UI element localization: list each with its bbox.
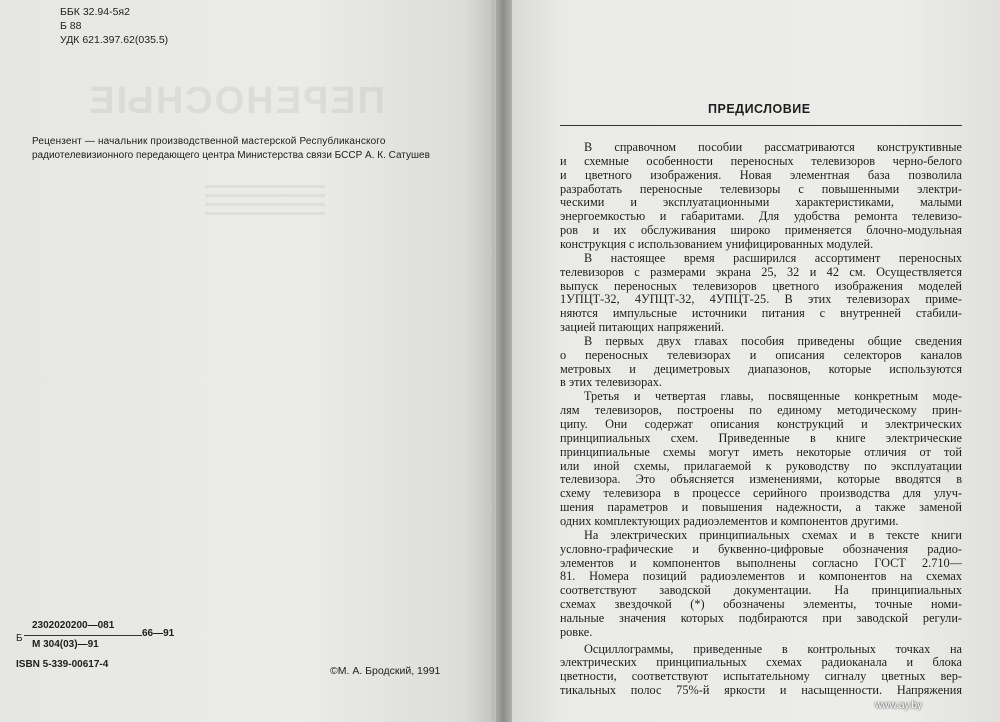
- text-line: метровых и дециметровых диапазонов, которые используются: [560, 361, 962, 376]
- text-line: нальные значения которых подбираются при заводской регули-: [560, 610, 962, 625]
- imprint-code-side: 66—91: [142, 628, 175, 639]
- text-line: шения параметров и повышения надежности, а также заменой: [560, 500, 962, 515]
- text-line: энергоемкостью и габаритами. Для удобства ремонта телевизо-: [560, 209, 962, 224]
- imprint-fraction-line: [24, 635, 142, 636]
- text-line: Осциллограммы, приведенные в контрольных точках на: [584, 641, 962, 656]
- text-line: телевизоров с размерами экрана 25, 32 и 42 см. Осуществляется: [560, 264, 962, 279]
- text-line: На электрических принципиальных схемах и в тексте книги: [584, 527, 962, 542]
- copyright: ©М. А. Бродский, 1991: [330, 665, 441, 677]
- text-line: В первых двух главах пособия приведены общие сведения: [584, 333, 962, 348]
- imprint-code-top: 2302020200—081: [32, 620, 115, 631]
- text-line: цветности, соответствуют испытательному сигналу цветных вер-: [560, 669, 962, 684]
- imprint-code-bottom: М 304(03)—91: [32, 639, 99, 650]
- book-gutter: [496, 0, 512, 722]
- text-line: 1УПЦТ-32, 4УПЦТ-32, 4УПЦТ-25. В этих телевизорах приме-: [560, 292, 962, 307]
- bbk-code: ББК 32.94-5я2: [60, 6, 130, 18]
- text-line: выпуск переносных телевизоров цветного изображения моделей: [560, 278, 962, 293]
- isbn: ISBN 5-339-00617-4: [16, 659, 109, 670]
- text-line: о переносных телевизорах и описания селекторов каналов: [560, 347, 962, 362]
- reviewer-line: радиотелевизионного передающего центра Министерства связи БССР А. К. Сатушев: [32, 150, 430, 161]
- reviewer-note: [32, 135, 472, 163]
- text-line: разработать переносные телевизоры с повышенными электри-: [560, 181, 962, 196]
- reviewer-line: Рецензент — начальник производственной мастерской Республиканского: [32, 136, 386, 147]
- text-line: и цветного изображения. Новая элементная база позволила: [560, 167, 962, 182]
- text-line: условно-графические и буквенно-цифровые обозначения радио-: [560, 541, 962, 556]
- text-line: ровке.: [560, 624, 593, 639]
- text-line: ров и их обслуживания широко применяется блочно-модульная: [560, 223, 962, 238]
- show-through-title: ПЕРЕНОСНЫЕ: [87, 80, 385, 122]
- b-code: Б 88: [60, 20, 82, 32]
- text-line: одних комплектующих радиоэлементов и компонентов другими.: [560, 513, 899, 528]
- text-line: и схемные особенности переносных телевизоров черно-белого: [560, 153, 962, 168]
- text-line: конструкция с использованием унифицированных модулей.: [560, 236, 874, 251]
- text-line: принципиальные схемы могут иметь некоторые отличия от той: [560, 444, 962, 459]
- text-line: или иной схемы, прилагаемой к руководству по эксплуатации: [560, 458, 962, 473]
- text-line: телевизора. Это объясняется изменениями, которые вводятся в: [560, 472, 962, 487]
- imprint-letter: Б: [16, 633, 23, 644]
- text-line: лям телевизоров, построены по единому методическому прин-: [560, 403, 962, 418]
- text-line: принципиальных схем. Приведенные в книге электрические: [560, 430, 962, 445]
- udk-code: УДК 621.397.62(035.5): [60, 34, 169, 46]
- text-line: элементов и компонентов выполнены согласно ГОСТ 2.710—: [560, 555, 962, 570]
- text-line: Третья и четвертая главы, посвященные конкретным моде-: [584, 389, 962, 404]
- text-line: няются импульсные источники питания с внутренней стабили-: [560, 306, 962, 321]
- text-line: электрических принципиальных схемах радиоканала и блока: [560, 655, 962, 670]
- text-line: в этих телевизорах.: [560, 375, 662, 390]
- library-codes: [60, 5, 168, 47]
- text-line: В справочном пособии рассматриваются конструктивные: [584, 140, 962, 154]
- text-line: 81. Номера позиций радиоэлементов и компонентов на схемах: [560, 569, 962, 584]
- show-through-text: [205, 185, 325, 215]
- watermark: www.ay.by: [875, 700, 923, 711]
- text-line: ческими и эксплуатационными характеристиками, малыми: [560, 195, 962, 210]
- text-line: зацией питающих напряжений.: [560, 320, 725, 335]
- page-title: ПРЕДИСЛОВИЕ: [708, 102, 811, 116]
- text-line: соответствуют заводской документации. На принципиальных: [560, 583, 962, 598]
- text-line: схемах звездочкой (*) обозначены элементы, точные номи-: [560, 597, 962, 612]
- heading-rule: [560, 125, 962, 126]
- text-line: В настоящее время расширился ассортимент переносных: [584, 250, 962, 265]
- text-line: ципу. Они содержат описания конструкций и электрических: [560, 417, 962, 431]
- text-line: схему телевизора в процессе серийного производства для улуч-: [560, 486, 962, 501]
- text-line: тикальных полос 75%-й яркости и насыщенности. Напряжения: [560, 683, 962, 698]
